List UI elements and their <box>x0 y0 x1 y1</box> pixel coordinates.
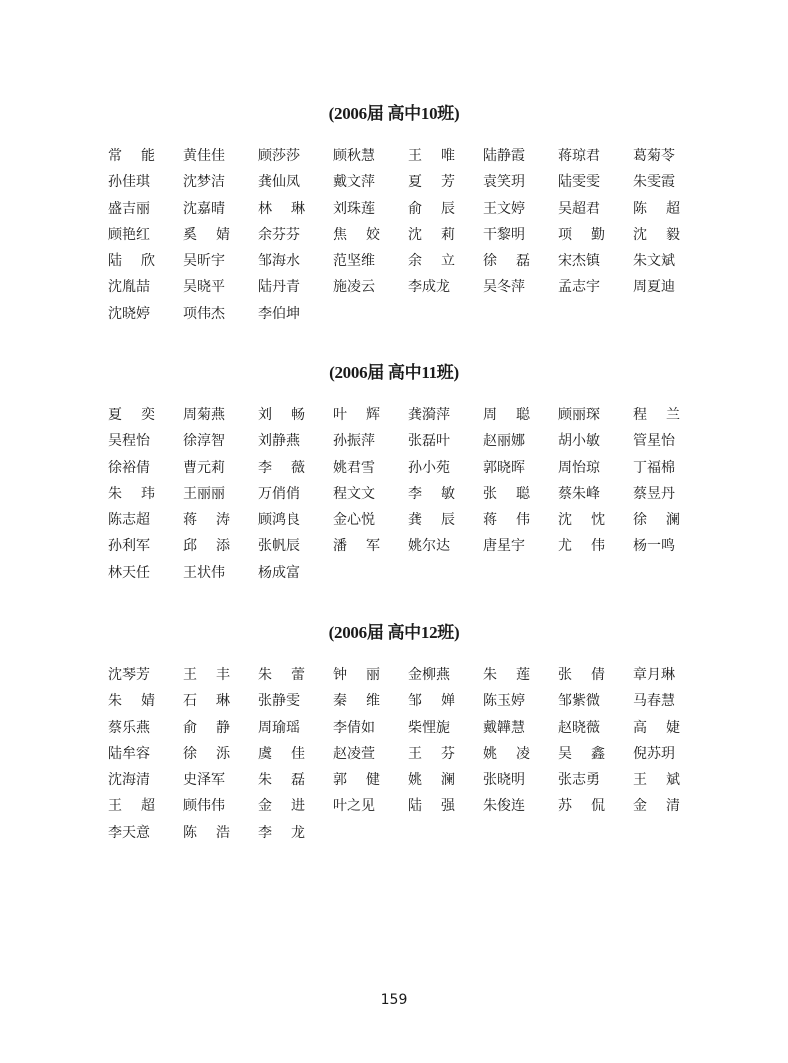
name-entry: 金心悦 <box>333 512 375 529</box>
name-entry: 李成龙 <box>408 279 450 296</box>
name-entry: 李 薇 <box>258 459 305 476</box>
name-entry: 章月琳 <box>633 667 675 683</box>
name-entry: 夏 芳 <box>408 174 455 191</box>
name-entry: 曹元莉 <box>183 459 225 476</box>
name-entry: 管星怡 <box>633 433 675 450</box>
name-entry: 顾莎莎 <box>258 148 300 164</box>
name-entry: 邹紫微 <box>558 693 600 710</box>
name-entry: 干黎明 <box>483 226 525 243</box>
name-entry: 沈 毅 <box>633 226 680 243</box>
name-entry: 周夏迪 <box>633 279 675 296</box>
section-title: (2006届 高中10班) <box>328 104 460 123</box>
name-entry: 俞 静 <box>183 719 230 736</box>
name-entry: 范坚维 <box>333 253 375 270</box>
name-entry: 徐 泺 <box>183 745 230 762</box>
name-entry: 丁福棉 <box>633 459 675 476</box>
name-entry: 陆静霞 <box>483 148 525 164</box>
name-entry: 朱 婧 <box>108 693 155 710</box>
name-entry: 龚漪萍 <box>408 407 450 423</box>
name-entry: 顾秋慧 <box>333 148 375 164</box>
name-entry: 尤 伟 <box>558 538 605 555</box>
name-entry: 高 婕 <box>633 719 680 736</box>
name-entry: 沈琴芳 <box>108 667 150 683</box>
name-entry: 陈玉婷 <box>483 693 525 710</box>
name-entry: 刘珠莲 <box>333 200 375 217</box>
name-entry: 孙利军 <box>108 538 150 555</box>
name-entry: 施凌云 <box>333 279 375 296</box>
name-entry: 金 清 <box>633 798 680 815</box>
name-entry: 刘静燕 <box>258 433 300 450</box>
name-entry: 王文婷 <box>483 200 525 217</box>
name-entry: 金 进 <box>258 798 305 815</box>
name-entry: 秦 维 <box>333 693 380 710</box>
name-list <box>108 662 708 846</box>
name-entry: 陆 欣 <box>108 253 155 270</box>
name-entry: 陆丹青 <box>258 279 300 296</box>
name-entry: 吴程怡 <box>108 433 150 450</box>
name-entry: 顾丽琛 <box>558 407 600 423</box>
name-entry: 杨成富 <box>258 564 300 581</box>
name-entry: 沈胤喆 <box>108 279 150 296</box>
name-entry: 朱 莲 <box>483 667 530 683</box>
name-entry: 夏 奕 <box>108 407 155 423</box>
section-title: (2006届 高中12班) <box>328 623 460 642</box>
name-entry: 陈志超 <box>108 512 150 529</box>
name-entry: 王 斌 <box>633 772 680 789</box>
name-entry: 顾鸿良 <box>258 512 300 529</box>
name-entry: 程 兰 <box>633 407 680 423</box>
name-entry: 林天任 <box>108 564 150 581</box>
name-entry: 陆 强 <box>408 798 455 815</box>
name-list <box>108 402 708 586</box>
name-entry: 顾艳红 <box>108 226 150 243</box>
name-entry: 陈 超 <box>633 200 680 217</box>
name-entry: 周怡琼 <box>558 459 600 476</box>
name-entry: 袁笑玥 <box>483 174 525 191</box>
name-entry: 李天意 <box>108 824 150 841</box>
name-entry: 孟志宇 <box>558 279 600 296</box>
name-entry: 郭 健 <box>333 772 380 789</box>
name-entry: 焦 姣 <box>333 226 380 243</box>
name-entry: 姚 凌 <box>483 745 530 762</box>
name-entry: 李 龙 <box>258 824 305 841</box>
name-entry: 王 芬 <box>408 745 455 762</box>
name-entry: 吴 鑫 <box>558 745 605 762</box>
name-entry: 史泽军 <box>183 772 225 789</box>
name-entry: 戴韡慧 <box>483 719 525 736</box>
name-entry: 唐星宇 <box>483 538 525 555</box>
name-entry: 赵丽娜 <box>483 433 525 450</box>
name-entry: 徐淳智 <box>183 433 225 450</box>
name-entry: 张志勇 <box>558 772 600 789</box>
name-entry: 叶 辉 <box>333 407 380 423</box>
name-entry: 张 倩 <box>558 667 605 683</box>
name-entry: 赵凌萱 <box>333 745 375 762</box>
name-entry: 蔡昱丹 <box>633 485 675 502</box>
name-entry: 徐 澜 <box>633 512 680 529</box>
name-entry: 蔡朱峰 <box>558 485 600 502</box>
name-entry: 葛菊苓 <box>633 148 675 164</box>
name-entry: 朱 蕾 <box>258 667 305 683</box>
page-number: 159 <box>380 992 408 1008</box>
section-title: (2006届 高中11班) <box>329 363 459 382</box>
name-entry: 吴昕宇 <box>183 253 225 270</box>
name-entry: 万俏俏 <box>258 485 300 502</box>
name-entry: 蒋 伟 <box>483 512 530 529</box>
name-entry: 杨一鸣 <box>633 538 675 555</box>
name-entry: 项 勤 <box>558 226 605 243</box>
name-entry: 沈晓婷 <box>108 305 150 322</box>
name-entry: 虞 佳 <box>258 745 305 762</box>
name-entry: 沈 莉 <box>408 226 455 243</box>
name-entry: 钟 丽 <box>333 667 380 683</box>
name-entry: 王 超 <box>108 798 155 815</box>
name-entry: 黄佳佳 <box>183 148 225 164</box>
name-entry: 苏 侃 <box>558 798 605 815</box>
name-entry: 余 立 <box>408 253 455 270</box>
name-entry: 陈 浩 <box>183 824 230 841</box>
name-entry: 李伯坤 <box>258 305 300 322</box>
name-entry: 孙小苑 <box>408 459 450 476</box>
name-entry: 张 聪 <box>483 485 530 502</box>
name-entry: 戴文萍 <box>333 174 375 191</box>
name-entry: 蒋 涛 <box>183 512 230 529</box>
name-entry: 项伟杰 <box>183 305 225 322</box>
name-entry: 吴冬萍 <box>483 279 525 296</box>
name-entry: 周 聪 <box>483 407 530 423</box>
name-entry: 郭晓晖 <box>483 459 525 476</box>
name-entry: 王 唯 <box>408 148 455 164</box>
name-entry: 朱雯霞 <box>633 174 675 191</box>
name-entry: 姚君雪 <box>333 459 375 476</box>
name-entry: 朱 玮 <box>108 485 155 502</box>
name-entry: 张帆辰 <box>258 538 300 555</box>
name-entry: 沈海清 <box>108 772 150 789</box>
name-entry: 周菊燕 <box>183 407 225 423</box>
name-entry: 程文文 <box>333 485 375 502</box>
name-entry: 吴超君 <box>558 200 600 217</box>
name-entry: 王 丰 <box>183 667 230 683</box>
name-entry: 石 琳 <box>183 693 230 710</box>
name-entry: 金柳燕 <box>408 667 450 683</box>
name-entry: 俞 辰 <box>408 200 455 217</box>
name-entry: 刘 畅 <box>258 407 305 423</box>
name-entry: 姚 澜 <box>408 772 455 789</box>
name-entry: 孙佳琪 <box>108 174 150 191</box>
name-entry: 叶之见 <box>333 798 375 815</box>
name-entry: 沈梦洁 <box>183 174 225 191</box>
name-entry: 余芬芬 <box>258 226 300 243</box>
name-entry: 林 琳 <box>258 200 305 217</box>
name-entry: 朱俊连 <box>483 798 525 815</box>
name-entry: 徐裕倩 <box>108 459 150 476</box>
name-entry: 陆雯雯 <box>558 174 600 191</box>
name-entry: 龚仙凤 <box>258 174 300 191</box>
name-entry: 柴悝旎 <box>408 719 450 736</box>
name-entry: 奚 婧 <box>183 226 230 243</box>
name-entry: 蒋琼君 <box>558 148 600 164</box>
name-entry: 姚尔达 <box>408 538 450 555</box>
name-entry: 沈 忱 <box>558 512 605 529</box>
name-entry: 潘 军 <box>333 538 380 555</box>
name-entry: 朱 磊 <box>258 772 305 789</box>
name-entry: 龚 辰 <box>408 512 455 529</box>
name-list <box>108 143 708 327</box>
name-entry: 孙振萍 <box>333 433 375 450</box>
name-entry: 张晓明 <box>483 772 525 789</box>
name-entry: 沈嘉晴 <box>183 200 225 217</box>
name-entry: 顾伟伟 <box>183 798 225 815</box>
name-entry: 陆牟容 <box>108 745 150 762</box>
name-entry: 邹 婵 <box>408 693 455 710</box>
name-entry: 邱 添 <box>183 538 230 555</box>
name-entry: 盛吉丽 <box>108 200 150 217</box>
name-entry: 王状伟 <box>183 564 225 581</box>
name-entry: 宋杰镇 <box>558 253 600 270</box>
name-entry: 徐 磊 <box>483 253 530 270</box>
name-entry: 张磊叶 <box>408 433 450 450</box>
name-entry: 赵晓薇 <box>558 719 600 736</box>
name-entry: 马春慧 <box>633 693 675 710</box>
name-entry: 吴晓平 <box>183 279 225 296</box>
name-entry: 王丽丽 <box>183 485 225 502</box>
name-entry: 李倩如 <box>333 719 375 736</box>
name-entry: 常 能 <box>108 148 155 164</box>
name-entry: 胡小敏 <box>558 433 600 450</box>
name-entry: 张静雯 <box>258 693 300 710</box>
name-entry: 朱文斌 <box>633 253 675 270</box>
name-entry: 李 敏 <box>408 485 455 502</box>
name-entry: 蔡乐燕 <box>108 719 150 736</box>
name-entry: 倪苏玥 <box>633 745 675 762</box>
name-entry: 邹海水 <box>258 253 300 270</box>
name-entry: 周瑜瑶 <box>258 719 300 736</box>
